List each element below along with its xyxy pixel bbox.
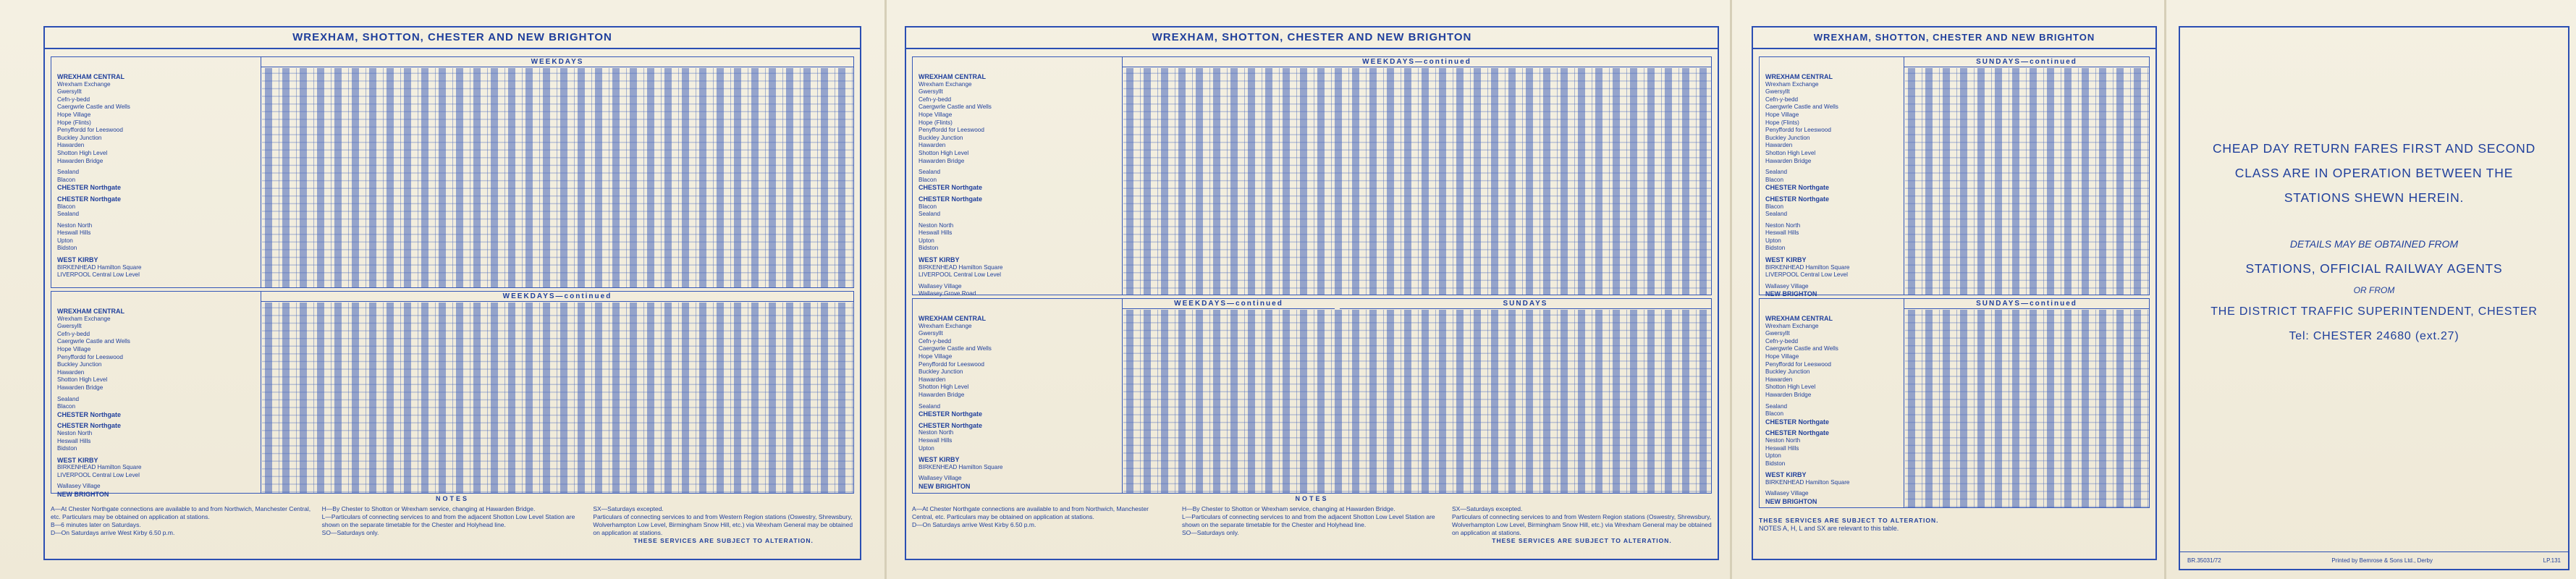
note: SO—Saturdays only.: [1182, 529, 1239, 536]
station: Shotton High Level: [919, 149, 969, 156]
station: Penyffordd for Leeswood: [919, 360, 984, 368]
station: Penyffordd for Leeswood: [1765, 127, 1831, 134]
station: CHESTER Northgate: [57, 422, 122, 430]
station: Hawarden Bridge: [1765, 157, 1812, 164]
notes-heading: NOTES: [1295, 495, 1329, 502]
note: Particulars of connecting services to and from Western Region stations (Oswestry, Shrewsbury, Wolverhampton Low Level, Birmingham Snow Hill, etc.) via Wrexham General may be obtained on application at stations.: [1452, 513, 1712, 536]
block-heading: WEEKDAYS—continued: [1123, 57, 1711, 67]
times-grid: [1123, 310, 1711, 493]
times-grid: [1905, 68, 2149, 295]
block-heading: SUNDAYS—continued: [1904, 299, 2149, 309]
details-line: THE DISTRICT TRAFFIC SUPERINTENDENT, CHESTER: [2210, 305, 2538, 318]
station: Wallasey Village: [1765, 282, 1809, 290]
station: Neston North: [919, 221, 954, 229]
station: Wallasey Village: [1765, 490, 1809, 497]
notes: [1759, 517, 2150, 553]
station: WREXHAM CENTRAL: [57, 308, 124, 315]
station: Hope Village: [1765, 352, 1799, 360]
note: A—At Chester Northgate connections are available to and from Northwich, Manchester Central, etc. Particulars may be obtained on application at stations.: [912, 505, 1149, 520]
printer-credit: Printed by Bemrose & Sons Ltd., Derby: [2331, 557, 2433, 564]
station: Blacon: [1765, 203, 1784, 210]
details-line: DETAILS MAY BE OBTAINED FROM: [2289, 238, 2459, 250]
station: Gwersyllt: [919, 330, 943, 337]
station: Sealand: [1765, 402, 1788, 410]
station: WREXHAM CENTRAL: [1765, 315, 1833, 322]
station: NEW BRIGHTON: [57, 491, 109, 499]
station: Neston North: [919, 429, 954, 436]
station: Sealand: [919, 402, 941, 410]
station: Shotton High Level: [919, 384, 969, 391]
alteration-notice: THESE SERVICES ARE SUBJECT TO ALTERATION.: [633, 537, 814, 544]
note: B—6 minutes later on Saturdays.: [51, 521, 141, 528]
station: Blacon: [1765, 176, 1784, 183]
alteration-notice: THESE SERVICES ARE SUBJECT TO ALTERATION.: [1759, 517, 1939, 524]
station: Gwersyllt: [57, 88, 82, 96]
fold-line: [884, 0, 887, 579]
note: L—Particulars of connecting services to and from the adjacent Shotton Low Level Station are shown on the separate timetable for the Chester and Holyhead line.: [1182, 513, 1435, 528]
notes: [51, 495, 854, 553]
station: Bidston: [57, 245, 77, 252]
station: WEST KIRBY: [919, 256, 960, 264]
notes-heading: NOTES: [435, 495, 469, 502]
station: Blacon: [919, 176, 937, 183]
station: Buckley Junction: [919, 368, 963, 376]
telephone-line: Tel: CHESTER 24680 (ext.27): [2289, 330, 2459, 342]
station: Hawarden: [919, 376, 946, 383]
weekdays-continued-block: [912, 56, 1712, 295]
station: Upton: [919, 237, 934, 244]
station: Heswall Hills: [57, 229, 91, 237]
note: SX—Saturdays excepted.: [1452, 505, 1523, 512]
station: Hawarden: [57, 368, 85, 376]
station: Sealand: [1765, 211, 1788, 218]
station: LIVERPOOL Central Low Level: [57, 271, 140, 279]
station-list: [1760, 57, 1904, 298]
station: Hawarden: [1765, 142, 1793, 149]
station: WEST KIRBY: [1765, 471, 1807, 479]
station: CHESTER Northgate: [1765, 195, 1830, 203]
station-list: [913, 57, 1123, 295]
station: WEST KIRBY: [57, 456, 98, 464]
lp-code: LP.131: [2543, 557, 2561, 564]
station: Hope Village: [919, 352, 953, 360]
station: Blacon: [57, 203, 76, 210]
alteration-notice: THESE SERVICES ARE SUBJECT TO ALTERATION.: [1492, 537, 1672, 544]
station: Gwersyllt: [57, 323, 82, 330]
station: Shotton High Level: [1765, 149, 1816, 156]
station: Hawarden: [57, 142, 85, 149]
sunday-footnote: NOTES A, H, L and SX are relevant to this table.: [1759, 525, 1899, 532]
fold-line: [1730, 0, 1732, 579]
station: Hawarden Bridge: [919, 391, 965, 398]
station: Hope (Flints): [919, 119, 953, 126]
weekdays-sundays-block: [912, 298, 1712, 494]
station: Blacon: [57, 176, 76, 183]
station: Caergwrle Castle and Wells: [919, 103, 992, 111]
station: Hope Village: [57, 111, 91, 118]
station: Sealand: [57, 211, 80, 218]
station: Sealand: [1765, 169, 1788, 176]
station: Buckley Junction: [919, 134, 963, 141]
times-grid: [262, 303, 853, 493]
station: CHESTER Northgate: [1765, 184, 1830, 192]
station: WREXHAM CENTRAL: [1765, 73, 1833, 80]
station: CHESTER Northgate: [1765, 418, 1830, 426]
station: Bidston: [1765, 245, 1786, 252]
station: Shotton High Level: [57, 149, 108, 156]
station: Hawarden Bridge: [57, 384, 104, 391]
timetable-panel-2: [905, 26, 1719, 560]
fares-line: CHEAP DAY RETURN FARES FIRST AND SECOND: [2212, 141, 2536, 156]
cover-panel: [2179, 26, 2569, 570]
station: Caergwrle Castle and Wells: [1765, 103, 1838, 111]
station: Upton: [57, 237, 73, 244]
station: Caergwrle Castle and Wells: [57, 103, 130, 111]
station-list: [1760, 299, 1904, 507]
note: H—By Chester to Shotton or Wrexham service, changing at Hawarden Bridge.: [321, 505, 536, 512]
station: Hope (Flints): [57, 119, 91, 126]
station: Cefn-y-bedd: [919, 96, 952, 103]
station: CHESTER Northgate: [919, 184, 983, 192]
station: Caergwrle Castle and Wells: [1765, 345, 1838, 352]
note: SX—Saturdays excepted.: [593, 505, 664, 512]
panel-title: WREXHAM, SHOTTON, CHESTER AND NEW BRIGHTON: [906, 28, 1718, 49]
station: Hawarden: [919, 142, 946, 149]
station: NEW BRIGHTON: [1765, 498, 1817, 506]
station: CHESTER Northgate: [57, 195, 122, 203]
station: Wrexham Exchange: [1765, 322, 1819, 329]
station: WEST KIRBY: [1765, 256, 1807, 264]
station: LIVERPOOL Central Low Level: [919, 271, 1001, 279]
station: Hawarden Bridge: [57, 157, 104, 164]
station: Sealand: [919, 169, 941, 176]
station: Shotton High Level: [1765, 384, 1816, 391]
station: Hope Village: [919, 111, 953, 118]
station: BIRKENHEAD Hamilton Square: [57, 464, 142, 471]
block-heading: SUNDAYS: [1340, 299, 1711, 309]
station: BIRKENHEAD Hamilton Square: [919, 463, 1003, 470]
station: LIVERPOOL Central Low Level: [1765, 271, 1848, 279]
fares-line: CLASS ARE IN OPERATION BETWEEN THE: [2234, 166, 2514, 180]
station: Blacon: [1765, 410, 1784, 418]
station: Caergwrle Castle and Wells: [57, 338, 130, 345]
station: Penyffordd for Leeswood: [57, 127, 123, 134]
details-line: OR FROM: [2353, 285, 2395, 295]
station: Cefn-y-bedd: [919, 337, 952, 345]
station: NEW BRIGHTON: [1765, 290, 1817, 298]
printer-footer: [2180, 551, 2568, 569]
station: Hawarden: [1765, 376, 1793, 383]
station: BIRKENHEAD Hamilton Square: [1765, 263, 1850, 271]
station: Gwersyllt: [919, 88, 943, 96]
station: Wrexham Exchange: [57, 80, 111, 88]
times-grid: [1123, 68, 1711, 295]
station: Wallasey Village: [57, 483, 101, 490]
sundays-continued-block: [1759, 56, 2150, 298]
station: Bidston: [919, 245, 939, 252]
station: Buckley Junction: [1765, 368, 1810, 376]
station: Wallasey Village: [919, 282, 962, 290]
note: L—Particulars of connecting services to and from the adjacent Shotton Low Level Station are shown on the separate timetable for the Chester and Holyhead line.: [321, 513, 575, 528]
station: Cefn-y-bedd: [57, 330, 90, 337]
station: CHESTER Northgate: [57, 184, 122, 192]
station: Upton: [1765, 452, 1781, 460]
station: WEST KIRBY: [919, 456, 960, 464]
station: LIVERPOOL Central Low Level: [57, 471, 140, 478]
station: Wrexham Exchange: [919, 322, 972, 329]
station: Wrexham Exchange: [919, 80, 972, 88]
timetable-panel-3: [1752, 26, 2157, 560]
station: Cefn-y-bedd: [1765, 337, 1799, 345]
station: BIRKENHEAD Hamilton Square: [1765, 478, 1850, 486]
station: Heswall Hills: [57, 437, 91, 444]
station: Shotton High Level: [57, 376, 108, 384]
station: Gwersyllt: [1765, 88, 1790, 96]
panel-title: WREXHAM, SHOTTON, CHESTER AND NEW BRIGHTON: [45, 28, 860, 49]
station: Sealand: [57, 169, 80, 176]
timetable-panel-1: [43, 26, 861, 560]
note: SO—Saturdays only.: [321, 529, 379, 536]
station: Heswall Hills: [919, 436, 953, 444]
note: A—At Chester Northgate connections are available to and from Northwich, Manchester Central, etc. Particulars may be obtained on application at stations.: [51, 505, 311, 520]
times-grid: [262, 68, 853, 287]
station: BIRKENHEAD Hamilton Square: [919, 263, 1003, 271]
station: WEST KIRBY: [57, 256, 98, 264]
station: WREXHAM CENTRAL: [919, 73, 986, 80]
station: CHESTER Northgate: [57, 410, 122, 418]
station: Buckley Junction: [57, 134, 102, 141]
station: Hawarden Bridge: [919, 157, 965, 164]
station: WREXHAM CENTRAL: [57, 73, 124, 80]
station: Heswall Hills: [1765, 229, 1799, 237]
station: Heswall Hills: [919, 229, 953, 237]
station: Wallasey Grove Road: [919, 290, 976, 297]
station: Bidston: [1765, 460, 1786, 467]
note: Particulars of connecting services to and from Western Region stations (Oswestry, Shrewsbury, Wolverhampton Low Level, Birmingham Snow Hill, etc.) via Wrexham General may be obtained on application at stations.: [593, 513, 853, 536]
station: Upton: [919, 444, 934, 452]
note: D—On Saturdays arrive West Kirby 6.50 p.m.: [51, 529, 175, 536]
station: Neston North: [1765, 436, 1801, 444]
station: Neston North: [57, 429, 93, 436]
station: NEW BRIGHTON: [919, 482, 971, 490]
station: CHESTER Northgate: [919, 410, 983, 418]
note: D—On Saturdays arrive West Kirby 6.50 p.m.: [912, 521, 1036, 528]
times-grid: [1905, 310, 2149, 507]
station: WREXHAM CENTRAL: [919, 315, 986, 322]
station: Hope Village: [1765, 111, 1799, 118]
station: Wrexham Exchange: [57, 315, 111, 322]
weekdays-block: [51, 56, 854, 288]
station: Hawarden Bridge: [1765, 391, 1812, 398]
details-line: STATIONS, OFFICIAL RAILWAY AGENTS: [2245, 261, 2503, 276]
station: CHESTER Northgate: [1765, 429, 1830, 437]
station: Buckley Junction: [1765, 134, 1810, 141]
sundays-continued-block: [1759, 298, 2150, 508]
station: Neston North: [1765, 221, 1801, 229]
station: Blacon: [919, 203, 937, 210]
station: Wrexham Exchange: [1765, 80, 1819, 88]
station-list: [51, 57, 261, 287]
station: Hope Village: [57, 345, 91, 352]
station: CHESTER Northgate: [919, 421, 983, 429]
station: Buckley Junction: [57, 361, 102, 368]
block-heading: WEEKDAYS: [261, 57, 853, 67]
station: Caergwrle Castle and Wells: [919, 345, 992, 352]
station: Hope (Flints): [1765, 119, 1799, 126]
print-code: BR.35031/72: [2187, 557, 2221, 564]
station: Neston North: [57, 221, 93, 229]
station: Upton: [1765, 237, 1781, 244]
station: Bidston: [57, 445, 77, 452]
station: Sealand: [919, 211, 941, 218]
panel-title: WREXHAM, SHOTTON, CHESTER AND NEW BRIGHTON: [1753, 28, 2155, 49]
fares-line: STATIONS SHEWN HEREIN.: [2284, 190, 2465, 205]
block-heading: WEEKDAYS—continued: [261, 292, 853, 302]
station-list: [913, 299, 1123, 493]
station: Sealand: [57, 395, 80, 402]
station: Blacon: [57, 403, 76, 410]
station: Penyffordd for Leeswood: [1765, 360, 1831, 368]
station-list: [51, 292, 261, 499]
station: Heswall Hills: [1765, 444, 1799, 452]
fold-line: [2164, 0, 2166, 579]
note: H—By Chester to Shotton or Wrexham service, changing at Hawarden Bridge.: [1182, 505, 1395, 512]
block-heading: SUNDAYS—continued: [1904, 57, 2149, 67]
station: BIRKENHEAD Hamilton Square: [57, 263, 142, 271]
station: Wallasey Village: [919, 475, 962, 482]
station: Cefn-y-bedd: [57, 96, 90, 103]
station: Penyffordd for Leeswood: [919, 127, 984, 134]
notes: [912, 495, 1712, 553]
station: Gwersyllt: [1765, 330, 1790, 337]
station: CHESTER Northgate: [919, 195, 983, 203]
station: Penyffordd for Leeswood: [57, 353, 123, 360]
station: Cefn-y-bedd: [1765, 96, 1799, 103]
block-heading: WEEKDAYS—continued: [1123, 299, 1335, 309]
